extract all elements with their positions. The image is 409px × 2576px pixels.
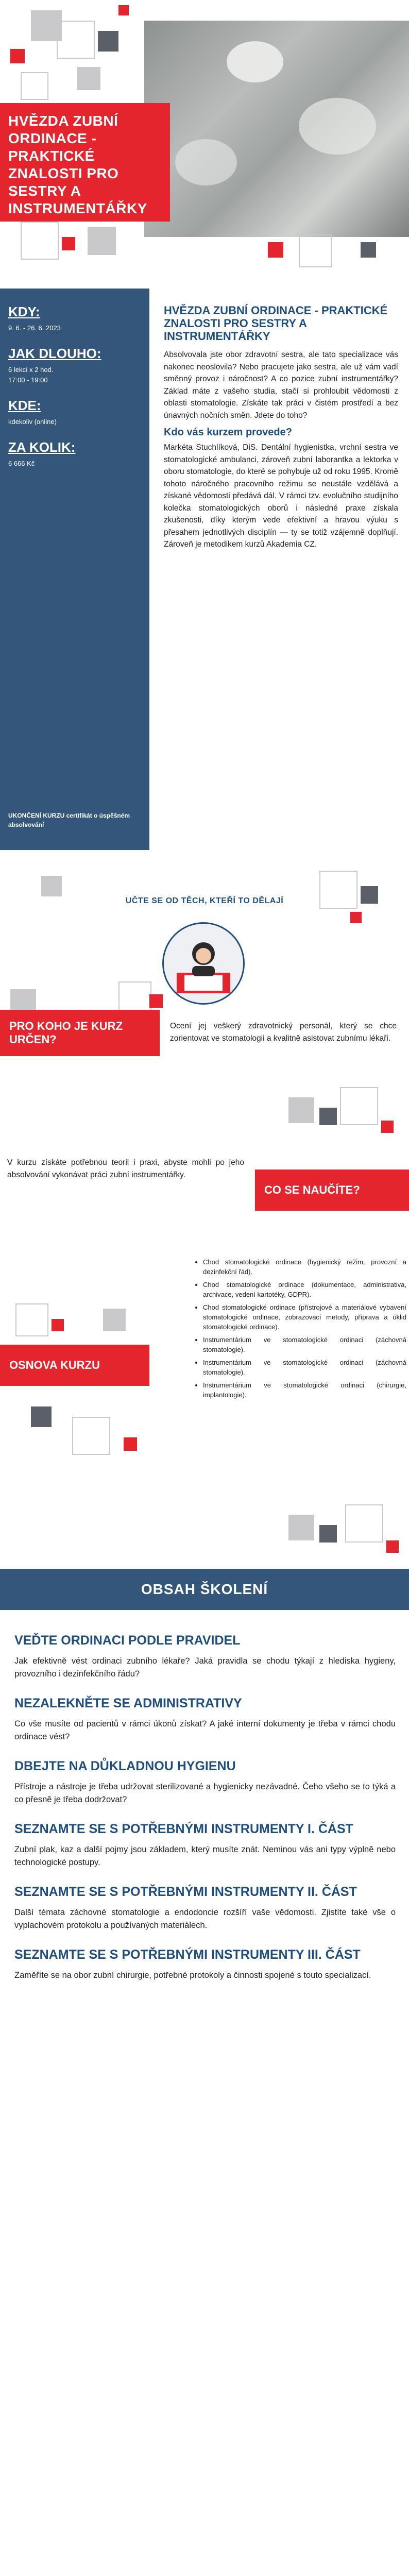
decor-square (31, 1406, 52, 1427)
where-value: kdekoliv (online) (8, 418, 57, 426)
decor-square (149, 994, 163, 1008)
hero-section (0, 0, 409, 268)
decor-square (118, 5, 129, 15)
learn-label-box (255, 1170, 409, 1211)
lecturer-text: Markéta Stuchlíková, DiS. Dentální hygienistka, vrchní sestra ve stomatologické ambulanci, zároveň zubní laborantka a lektorka v oboru stomatologie, do které se pohybuje už od roku 1995. Kromě tohoto náročného pracovního režimu se neustále vzdělává a získané vědomosti předává dál. V rámci tzv. evolučního studijního kolečka stomatologických oborů i následné praxe získala zkušenosti, díky kterým vede efektivní a hravou výuku s přesahem jednotlivých disciplín — ty se totiž vzájemně doplňují. Zároveň je metodikem kurzů Akademia CZ. (164, 443, 398, 549)
module-title: VEĎTE ORDINACI PODLE PRAVIDEL (14, 1633, 241, 1648)
decor-square (77, 67, 100, 90)
decor-square (41, 876, 62, 896)
price-value: 6 666 Kč (8, 460, 35, 467)
course-info-panel (0, 289, 149, 850)
module-title: SEZNAMTE SE S POTŘEBNÝMI INSTRUMENTY II. ČÁST (14, 1885, 357, 1899)
decor-square (15, 1303, 48, 1336)
intro-title: HVĚZDA ZUBNÍ ORDINACE - PRAKTICKÉ ZNALOSTI PRO SESTRY A INSTRUMENTÁŘKY (164, 304, 388, 343)
lecturer-heading: Kdo vás kurzem provede? (164, 427, 292, 438)
module-text: Zubní plak, kaz a další pojmy jsou základem, který musíte znát. Neminou vás ani typy výplně nebo technologické postupy. (14, 1845, 396, 1867)
decor-square (88, 227, 116, 255)
decor-square (319, 1525, 337, 1543)
module-title: SEZNAMTE SE S POTŘEBNÝMI INSTRUMENTY III. ČÁST (14, 1947, 361, 1962)
outline-item: • Instrumentárium ve stomatologické ordinaci (záchovná stomatologie). (203, 1358, 406, 1377)
decor-square (10, 49, 25, 63)
module-text: Zaměříte se na obor zubní chirurgie, potřebné protokoly a činnosti spojené s touto specializací. (14, 1971, 371, 1980)
module-title: SEZNAMTE SE S POTŘEBNÝMI INSTRUMENTY I. ČÁST (14, 1822, 353, 1836)
module-text: Co vše musíte od pacientů v rámci úkonů získat? A jaké interní dokumenty je třeba v rámci chodu ordinace vést? (14, 1719, 396, 1741)
learn-label: CO SE NAUČÍTE? (264, 1183, 360, 1196)
decor-square (340, 1087, 378, 1125)
decor-square (52, 1319, 64, 1331)
decor-square (72, 1417, 110, 1455)
audience-text: Ocení jej veškerý zdravotnický personál, který se chce zorientovat ve stomatologii a kvalitně asistovat zubnímu lékaři. (170, 1022, 397, 1043)
hero-title-box (0, 103, 170, 222)
decor-square (288, 1515, 314, 1540)
outline-item: • Instrumentárium ve stomatologické ordinaci (záchovná stomatologie). (203, 1335, 406, 1354)
duration-value: 6 lekcí x 2 hod. 17:00 - 19:00 (8, 366, 54, 384)
outline-item: • Instrumentárium ve stomatologické ordinaci (chirurgie, implantologie). (203, 1380, 406, 1400)
outline-label: OSNOVA KURZU (9, 1359, 100, 1371)
decor-square (21, 72, 48, 100)
decor-square (381, 1121, 394, 1133)
outline-list (194, 1257, 406, 1403)
decor-square (57, 21, 95, 59)
module-item (14, 1947, 396, 1982)
module-item (14, 1885, 396, 1932)
decor-square (103, 1309, 126, 1331)
module-title: DBEJTE NA DŮKLADNOU HYGIENU (14, 1759, 236, 1773)
lecturer-portrait-icon (164, 924, 243, 1003)
decor-square (361, 242, 376, 258)
outline-item: • Chod stomatologické ordinace (dokumentace, administrativa, archivace, vedení kartotéky, GDPR). (203, 1280, 406, 1299)
decor-square (386, 1540, 399, 1553)
decor-square (350, 912, 362, 923)
outline-label-box (0, 1345, 149, 1386)
outline-item: • Chod stomatologické ordinace (hygienický režim, provozní a dezinfekční řád). (203, 1257, 406, 1277)
audience-label-box (0, 1010, 160, 1056)
where-label: KDE: (8, 398, 41, 413)
module-title: NEZALEKNĚTE SE ADMINISTRATIVY (14, 1696, 242, 1710)
decor-square (319, 1108, 337, 1125)
module-text: Přístroje a nástroje je třeba udržovat sterilizované a hygienicky nezávadné. Čeho všeho se to týká a co přesně je třeba dodržovat? (14, 1782, 396, 1804)
certificate-note: UKONČENÍ KURZU certifikát o úspěšném absolvování (8, 812, 130, 828)
module-item (14, 1696, 396, 1743)
content-label: OBSAH ŠKOLENÍ (141, 1581, 268, 1597)
decor-square (299, 234, 332, 267)
module-text: Jak efektivně vést ordinaci zubního lékaře? Jaká pravidla se chodu týkají z hlediska hygieny, provozního i dezinfekčního řádu? (14, 1656, 396, 1679)
duration-label: JAK DLOUHO: (8, 346, 101, 361)
decor-square (268, 242, 283, 258)
price-label: ZA KOLIK: (8, 439, 76, 455)
module-item (14, 1822, 396, 1869)
intro-section (164, 304, 398, 556)
lecturer-avatar (162, 922, 245, 1005)
when-value: 9. 6. - 26. 6. 2023 (8, 324, 61, 332)
decor-square (21, 222, 59, 260)
module-item (14, 1759, 396, 1806)
when-label: KDY: (8, 304, 40, 319)
intro-paragraph: Absolvovala jste obor zdravotní sestra, ale tato specializace vás nakonec neoslovila? Nebo pracujete jako sestra, ale už vám vadí směnný provoz i náročnost? A co pozice zubní instrumentářky? Základ máte z vašeho studia, stačí si prohloubit vědomosti z oblasti stomatologie. Získáte tak práci v čistém prostředí a bez únavných nočních směn. Jdete do toho? (164, 350, 398, 420)
modules-list (14, 1633, 396, 1997)
decor-square (124, 1437, 137, 1451)
audience-label: PRO KOHO JE KURZ URČEN? (9, 1020, 123, 1046)
module-text: Další témata záchovné stomatologie a endodoncie rozšíří vaše vědomosti. Zjistíte také vše o vyplachovém protokolu a používaných materiálech. (14, 1908, 396, 1930)
teach-title: UČTE SE OD TĚCH, KTEŘÍ TO DĚLAJÍ (125, 896, 284, 905)
decor-square (345, 1504, 383, 1543)
content-header (0, 1569, 409, 1610)
decor-square (288, 1097, 314, 1123)
hero-title: HVĚZDA ZUBNÍ ORDINACE - PRAKTICKÉ ZNALOSTI PRO SESTRY A INSTRUMENTÁŘKY (8, 113, 147, 216)
module-item (14, 1633, 396, 1681)
decor-square (98, 31, 118, 52)
decor-square (62, 237, 75, 250)
dental-chair-photo (144, 21, 409, 237)
learn-text: V kurzu získáte potřebnou teorii i praxi, abyste mohli po jeho absolvování vykonávat práci zubní instrumentářky. (7, 1158, 244, 1179)
outline-item: • Chod stomatologické ordinace (přístrojové a materiálové vybavení stomatologické ordinace, zobrazovací metody, příprava a úklid stomatologické ordinace). (203, 1302, 406, 1332)
